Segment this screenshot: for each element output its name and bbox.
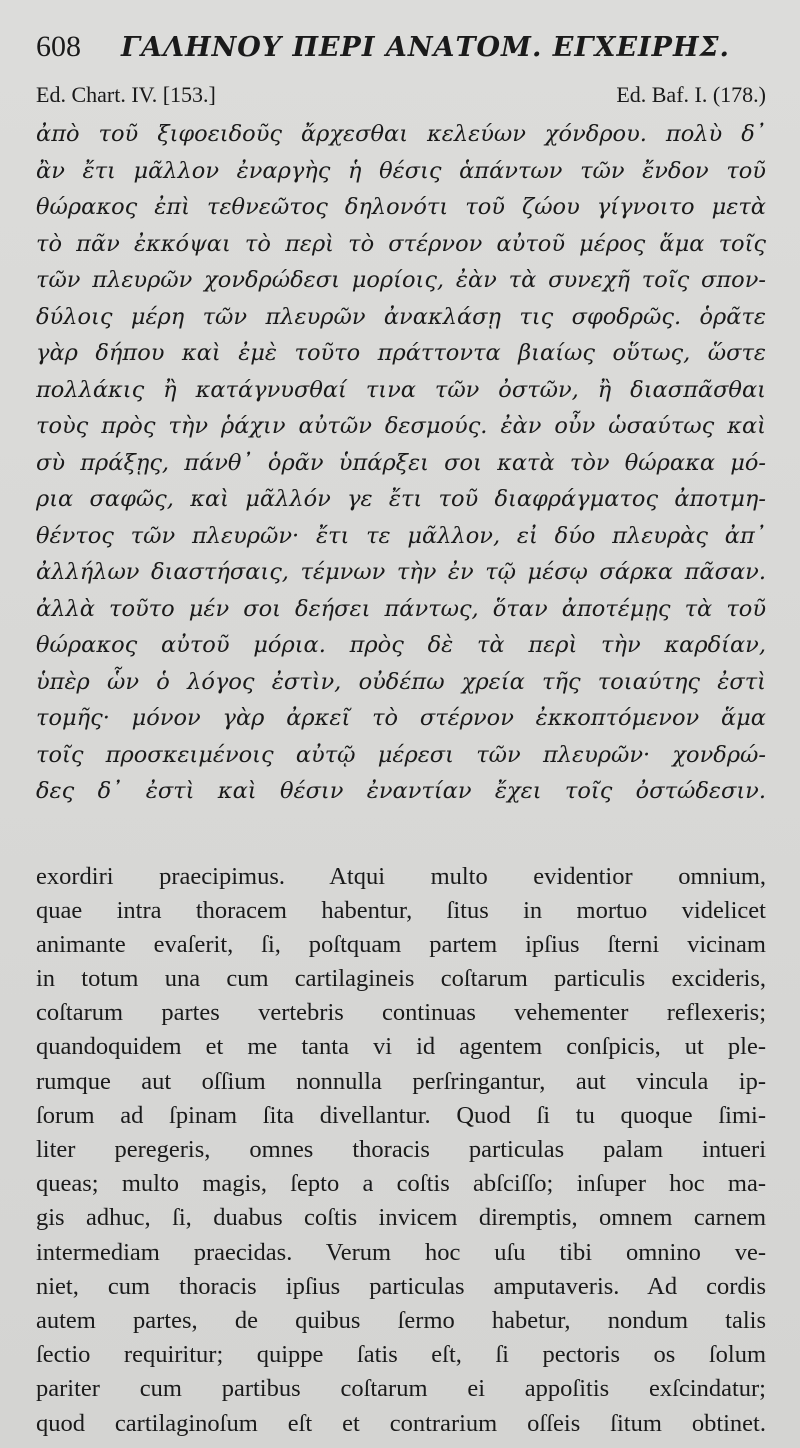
edition-ref-basel: Ed. Baf. I. (178.) [616, 82, 766, 107]
greek-text-line: τομῆς· μόνον γὰρ ἀρκεῖ τὸ στέρνον ἐκκοπτόμενον ἅμα [36, 705, 766, 731]
latin-text-line: quandoquidem et me tanta vi id agentem conſpicis, ut ple- [36, 1033, 766, 1061]
greek-text-line: ἂν ἔτι μᾶλλον ἐναργὴς ἡ θέσις ἁπάντων τῶν ἔνδον τοῦ [36, 157, 766, 184]
latin-text-line: quod cartilaginoſum eſt et contrarium oſſeis ſitum obtinet. [36, 1409, 766, 1437]
section-gap [36, 810, 766, 860]
greek-text-line: τοὺς πρὸς τὴν ῥάχιν αὐτῶν δεσμούς. ἐὰν οὖν ὡσαύτως καὶ [36, 413, 766, 439]
greek-text-line: ἀλλὰ τοῦτο μέν σοι δεήσει πάντως, ὅταν ἀποτέμῃς τὰ τοῦ [36, 595, 766, 622]
greek-text-line: θώρακος ἐπὶ τεθνεῶτος δηλονότι τοῦ ζώου γίγνοιτο μετὰ [36, 194, 766, 220]
greek-text-line: τῶν πλευρῶν χονδρώδεσι μορίοις, ἐὰν τὰ συνεχῆ τοῖς σπον- [36, 267, 766, 293]
greek-text-line: δες δ᾽ ἐστὶ καὶ θέσιν ἐναντίαν ἔχει τοῖς ὀστώδεσιν. [36, 778, 766, 804]
greek-text-line: πολλάκις ἢ κατάγνυσθαί τινα τῶν ὀστῶν, ἢ διασπᾶσθαι [36, 376, 766, 403]
page-number: 608 [36, 30, 81, 63]
edition-references [36, 82, 766, 116]
latin-text-line: ſectio requiritur; quippe ſatis eſt, ſi pectoris os ſolum [36, 1341, 766, 1369]
greek-text-line: δύλοις μέρη τῶν πλευρῶν ἀνακλάσῃ τις σφοδρῶς. ὁρᾶτε [36, 303, 766, 330]
greek-text-line: τοῖς προσκειμένοις αὐτῷ μέρεσι τῶν πλευρῶν· χονδρώ- [36, 741, 766, 768]
latin-text-line: pariter cum partibus coſtarum ei appoſitis exſcindatur; [36, 1375, 766, 1403]
latin-text-line: animante evaſerit, ſi, poſtquam partem ipſius ſterni vicinam [36, 930, 766, 958]
latin-text-line: liter peregeris, omnes thoracis particulas palam intueri [36, 1136, 766, 1163]
greek-text-block [36, 116, 766, 810]
latin-text-line: coſtarum partes vertebris continuas vehementer reflexeris; [36, 999, 766, 1027]
latin-text-line: autem partes, de quibus ſermo habetur, nondum talis [36, 1306, 766, 1334]
edition-ref-chart: Ed. Chart. IV. [153.] [36, 82, 216, 107]
latin-text-line: gis adhuc, ſi, duabus coſtis invicem diremptis, omnem carnem [36, 1204, 766, 1232]
greek-text-line: ρια σαφῶς, καὶ μᾶλλόν γε ἔτι τοῦ διαφράγματος ἀποτμη- [36, 486, 766, 512]
greek-text-line: τὸ πᾶν ἐκκόψαι τὸ περὶ τὸ στέρνον αὐτοῦ μέρος ἅμα τοῖς [36, 230, 766, 257]
latin-text-line: queas; multo magis, ſepto a coſtis abſciſſo; inſuper hoc ma- [36, 1170, 766, 1198]
greek-text-line: σὺ πράξῃς, πάνθ᾽ ὁρᾶν ὑπάρξει σοι κατὰ τὸν θώρακα μό- [36, 449, 766, 476]
latin-text-block [36, 860, 766, 1441]
greek-text-line: θέντος τῶν πλευρῶν· ἔτι τε μᾶλλον, εἰ δύο πλευρὰς ἀπ᾽ [36, 522, 766, 549]
latin-text-line: in totum una cum cartilagineis coſtarum particulis excideris, [36, 965, 766, 993]
greek-text-line: θώρακος αὐτοῦ μόρια. πρὸς δὲ τὰ περὶ τὴν καρδίαν, [36, 632, 766, 658]
latin-text-line: quae intra thoracem habentur, ſitus in mortuo videlicet [36, 896, 766, 924]
latin-text-line: niet, cum thoracis ipſius particulas amputaveris. Ad cordis [36, 1272, 766, 1300]
greek-text-line: γὰρ δήπου καὶ ἐμὲ τοῦτο πράττοντα βιαίως οὕτως, ὥστε [36, 340, 766, 366]
greek-text-line: ἀπὸ τοῦ ξιφοειδοῦς ἄρχεσθαι κελεύων χόνδρου. πολὺ δ᾽ [36, 121, 766, 147]
greek-text-line: ἀλλήλων διαστήσαις, τέμνων τὴν ἐν τῷ μέσῳ σάρκα πᾶσαν. [36, 559, 766, 585]
running-title: ΓΑΛΗΝΟΥ ΠΕΡΙ ΑΝΑΤΟΜ. ΕΓΧΕΙΡΗΣ. [121, 32, 730, 63]
latin-text-line: ſorum ad ſpinam ſita divellantur. Quod ſi tu quoque ſimi- [36, 1101, 766, 1129]
greek-text-line: ὑπὲρ ὧν ὁ λόγος ἐστὶν, οὐδέπω χρεία τῆς τοιαύτης ἐστὶ [36, 668, 766, 695]
latin-text-line: exordiri praecipimus. Atqui multo evidentior omnium, [36, 862, 766, 890]
running-head [36, 30, 766, 82]
latin-text-line: intermediam praecidas. Verum hoc uſu tibi omnino ve- [36, 1238, 766, 1266]
latin-text-line: rumque aut oſſium nonnulla perſringantur, aut vincula ip- [36, 1067, 766, 1095]
